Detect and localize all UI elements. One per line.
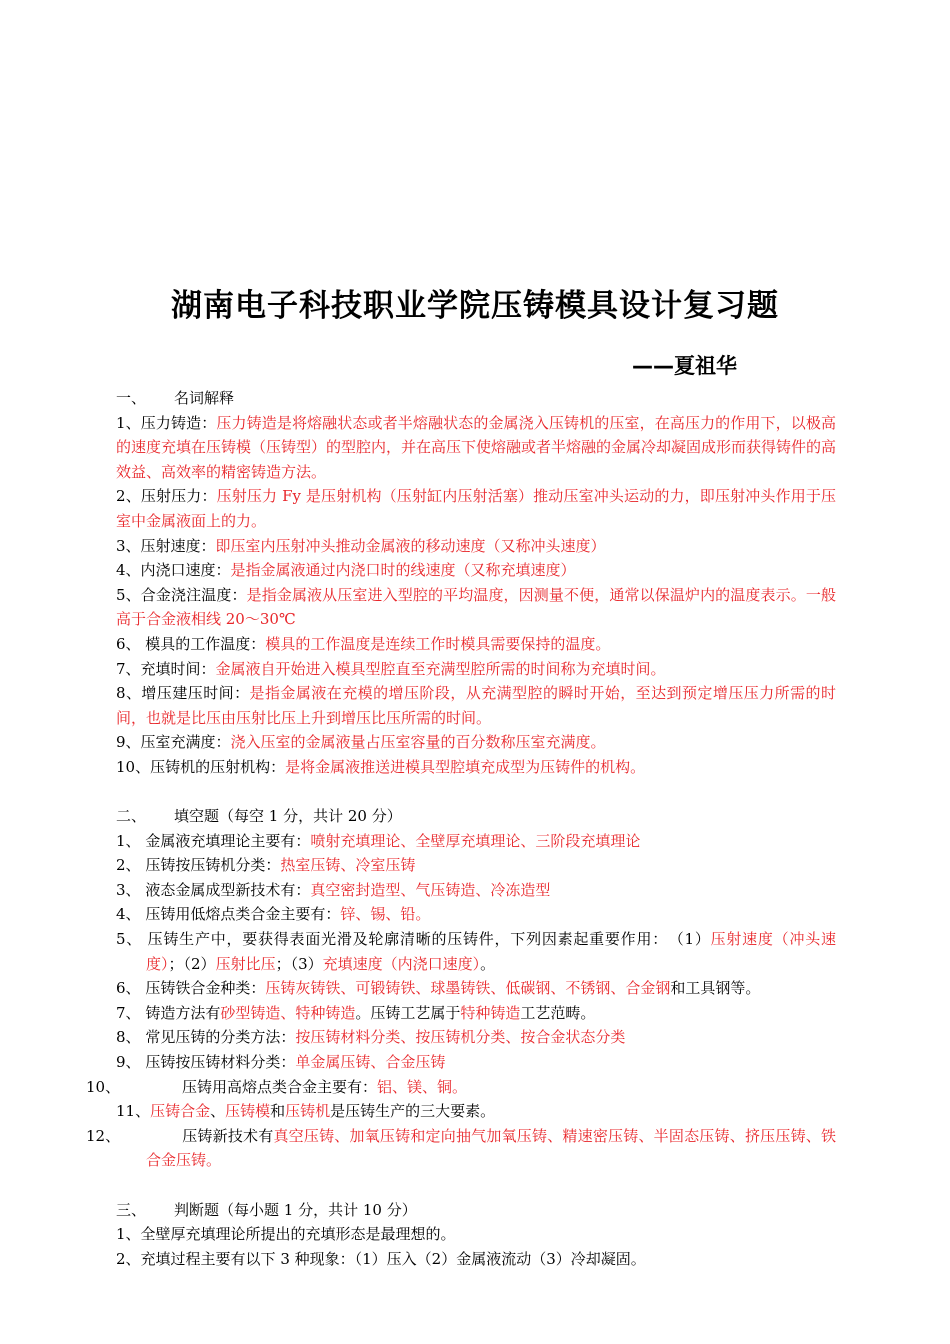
spacer bbox=[116, 780, 836, 805]
definition-item bbox=[116, 632, 836, 657]
answer-text: 充填速度（内浇口速度） bbox=[322, 954, 481, 973]
question-text: 压铸新技术有 bbox=[182, 1126, 274, 1145]
section-number: 二、 bbox=[116, 807, 147, 826]
section-title: 填空题（每空 1 分，共计 20 分） bbox=[174, 807, 402, 826]
item-number: 5、 bbox=[116, 930, 143, 949]
question-text: 压铸生产中，要获得表面光滑及轮廓清晰的压铸件，下列因素起重要作用： （1） bbox=[147, 930, 711, 949]
document-author: ——夏祖华 bbox=[632, 354, 737, 378]
fill-item bbox=[116, 1001, 836, 1026]
section-heading-2 bbox=[116, 804, 836, 829]
answer-text: 压射比压 bbox=[215, 954, 276, 973]
fill-item bbox=[116, 1050, 836, 1075]
answer-text: 真空密封造型、气压铸造、冷冻造型 bbox=[310, 880, 551, 899]
answer-text: 单金属压铸、合金压铸 bbox=[295, 1053, 446, 1072]
document-title: 湖南电子科技职业学院压铸模具设计复习题 bbox=[171, 288, 779, 324]
term-answer: 是指金属液通过内浇口时的线速度（又称充填速度） bbox=[230, 561, 576, 580]
question-text: ；（3） bbox=[275, 954, 323, 973]
term-answer: 是指金属液在充模的增压阶段，从充满型腔的瞬时开始，至达到预定增压压力所需的时间，也就是比压由压射比压上升到增压比压所需的时间。 bbox=[116, 684, 836, 727]
answer-text: 压射速度（冲头速度） bbox=[146, 930, 836, 973]
answer-text: 特种铸造 bbox=[460, 1003, 521, 1022]
item-number: 12、 bbox=[86, 1126, 121, 1145]
answer-text: 铝、镁、铜。 bbox=[377, 1077, 468, 1096]
fill-item bbox=[116, 927, 836, 976]
item-number: 3、 bbox=[116, 880, 141, 899]
fill-item bbox=[116, 878, 836, 903]
fill-item bbox=[116, 1025, 836, 1050]
term-label: 4、内浇口速度： bbox=[116, 561, 231, 580]
item-number: 1、 bbox=[116, 831, 141, 850]
term-answer: 是指金属液从压室进入型腔的平均温度，因测量不便，通常以保温炉内的温度表示。一般高于合金液相线 20～30℃ bbox=[116, 585, 836, 629]
question-text: 工艺范畴。 bbox=[520, 1003, 596, 1022]
fill-item bbox=[86, 1075, 836, 1100]
spacer bbox=[116, 1173, 836, 1198]
section-heading-1 bbox=[116, 386, 836, 411]
question-text: ；（2） bbox=[168, 954, 216, 973]
item-number: 11、 bbox=[116, 1102, 151, 1121]
definition-item bbox=[116, 534, 836, 559]
question-text: 压铸用低熔点类合金主要有： bbox=[145, 905, 341, 924]
question-text: 压铸用高熔点类合金主要有： bbox=[182, 1077, 378, 1096]
answer-text: 按压铸材料分类、按压铸机分类、按合金状态分类 bbox=[295, 1028, 626, 1047]
definition-item bbox=[116, 411, 836, 485]
term-label: 7、充填时间： bbox=[116, 659, 216, 678]
answer-text: 喷射充填理论、全壁厚充填理论、三阶段充填理论 bbox=[310, 831, 641, 850]
term-label: 2、压射压力： bbox=[116, 487, 217, 506]
term-answer: 压射压力 Fy 是压射机构（压射缸内压射活塞）推动压室冲头运动的力，即压射冲头作用于压室中金属液面上的力。 bbox=[116, 487, 836, 530]
section-title: 判断题（每小题 1 分，共计 10 分） bbox=[174, 1200, 417, 1219]
section-number: 三、 bbox=[116, 1200, 147, 1219]
term-label: 9、压室充满度： bbox=[116, 733, 231, 752]
answer-text: 压铸模 bbox=[225, 1102, 271, 1121]
fill-item bbox=[86, 1124, 836, 1173]
question-text: 是压铸生产的三大要素。 bbox=[330, 1102, 496, 1121]
judgement-item: 2、充填过程主要有以下 3 种现象：（1）压入（2）金属液流动（3）冷却凝固。 bbox=[116, 1249, 646, 1268]
question-text: 压铸铁合金种类： bbox=[145, 979, 266, 998]
definition-item bbox=[116, 681, 836, 730]
section-title: 名词解释 bbox=[174, 389, 235, 407]
question-text: 。压铸工艺属于 bbox=[355, 1003, 461, 1022]
item-number: 8、 bbox=[116, 1028, 141, 1047]
item-number: 6、 bbox=[116, 979, 141, 998]
section-heading-3 bbox=[116, 1198, 836, 1223]
question-text: 铸造方法有 bbox=[145, 1003, 221, 1022]
answer-text: 压铸机 bbox=[285, 1102, 331, 1121]
item-number: 7、 bbox=[116, 1003, 141, 1022]
answer-text: 热室压铸、冷室压铸 bbox=[280, 856, 416, 875]
term-answer: 浇入压室的金属液量占压室容量的百分数称压室充满度。 bbox=[230, 733, 606, 752]
term-label: 5、合金浇注温度： bbox=[116, 585, 247, 604]
fill-item bbox=[116, 853, 836, 878]
item-number: 2、 bbox=[116, 856, 141, 875]
term-answer: 模具的工作温度是连续工作时模具需要保持的温度。 bbox=[265, 634, 611, 653]
term-label: 1、压力铸造： bbox=[116, 413, 217, 432]
answer-text: 砂型铸造、特种铸造 bbox=[220, 1003, 356, 1022]
question-text: 、 bbox=[210, 1102, 226, 1121]
fill-item bbox=[116, 976, 836, 1001]
question-text: 压铸按压铸材料分类： bbox=[145, 1053, 296, 1072]
judgement-item: 1、全壁厚充填理论所提出的充填形态是最理想的。 bbox=[116, 1225, 456, 1244]
document-body bbox=[86, 386, 837, 1271]
question-text: 和 bbox=[270, 1102, 286, 1121]
term-answer: 即压室内压射冲头推动金属液的移动速度（又称冲头速度） bbox=[215, 536, 606, 555]
definition-item bbox=[116, 730, 836, 755]
term-label: 10、压铸机的压射机构： bbox=[116, 757, 286, 776]
definition-item bbox=[116, 558, 836, 583]
term-label: 6、 模具的工作温度： bbox=[116, 634, 266, 653]
fill-item bbox=[116, 829, 836, 854]
question-text: 常见压铸的分类方法： bbox=[145, 1028, 296, 1047]
question-text: 和工具钢等。 bbox=[670, 979, 761, 998]
definition-item bbox=[116, 484, 836, 533]
term-label: 8、增压建压时间： bbox=[116, 684, 250, 703]
definition-item bbox=[116, 755, 836, 780]
fill-item bbox=[116, 902, 836, 927]
answer-text: 锌、锡、铅。 bbox=[340, 905, 431, 924]
term-answer: 压力铸造是将熔融状态或者半熔融状态的金属浇入压铸机的压室，在高压力的作用下，以极高的速度充填在压铸模（压铸型）的型腔内，并在高压下使熔融或者半熔融的金属冷却凝固成形而获得铸件的高效益、高效率的精密铸造方法。 bbox=[116, 413, 837, 481]
section-number: 一、 bbox=[116, 389, 147, 407]
question-text: 金属液充填理论主要有： bbox=[145, 831, 311, 850]
answer-text: 压铸合金 bbox=[150, 1102, 211, 1121]
item-number: 4、 bbox=[116, 905, 141, 924]
item-number: 10、 bbox=[86, 1077, 121, 1096]
item-number: 9、 bbox=[116, 1053, 141, 1072]
answer-text: 压铸灰铸铁、可锻铸铁、球墨铸铁、低碳钢、不锈钢、合金钢 bbox=[265, 979, 671, 998]
definition-item bbox=[116, 657, 836, 682]
question-text: 液态金属成型新技术有： bbox=[145, 880, 311, 899]
term-answer: 是将金属液推送进模具型腔填充成型为压铸件的机构。 bbox=[285, 757, 646, 776]
answer-text: 真空压铸、加氧压铸和定向抽气加氧压铸、精速密压铸、半固态压铸、挤压压铸、铁合金压铸。 bbox=[146, 1126, 836, 1170]
question-text: 。 bbox=[480, 954, 496, 973]
term-answer: 金属液自开始进入模具型腔直至充满型腔所需的时间称为充填时间。 bbox=[215, 659, 666, 678]
question-text: 压铸按压铸机分类： bbox=[145, 856, 281, 875]
term-label: 3、压射速度： bbox=[116, 536, 216, 555]
definition-item bbox=[116, 583, 836, 632]
fill-item bbox=[116, 1099, 836, 1124]
